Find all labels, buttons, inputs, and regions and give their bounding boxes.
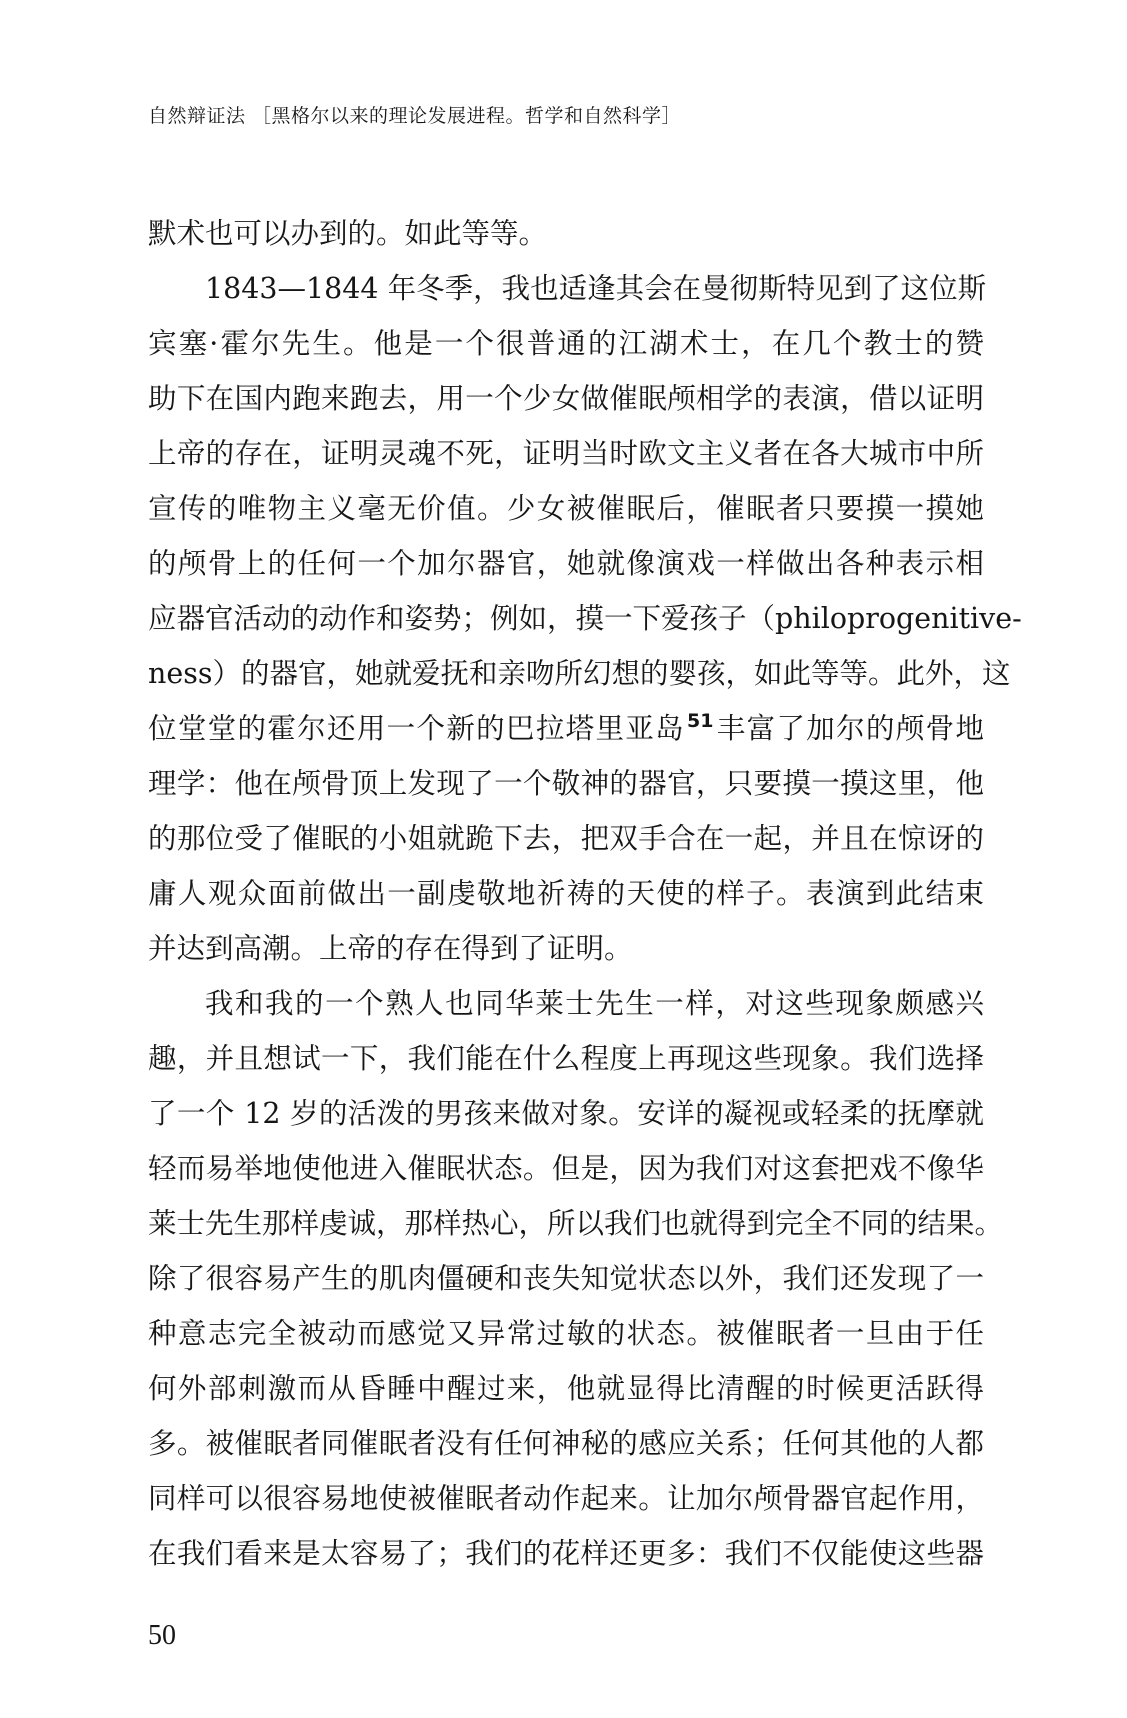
- text-line-with-footnote: [148, 701, 984, 756]
- footnote-marker: 51: [687, 710, 714, 732]
- text-segment: 位堂堂的霍尔还用一个新的巴拉塔里亚岛: [148, 712, 686, 745]
- text-line: 默术也可以办到的。如此等等。: [148, 217, 548, 250]
- text-line: 种意志完全被动而感觉又异常过敏的状态。被催眠者一旦由于任: [148, 1317, 984, 1350]
- text-line: 的那位受了催眠的小姐就跪下去，把双手合在一起，并且在惊讶的: [148, 822, 984, 855]
- text-line: 趣，并且想试一下，我们能在什么程度上再现这些现象。我们选择: [148, 1042, 984, 1075]
- text-line: 庸人观众面前做出一副虔敬地祈祷的天使的样子。表演到此结束: [148, 877, 984, 910]
- page-number: 50: [148, 1620, 176, 1651]
- text-line: 1843—1844 年冬季，我也适逢其会在曼彻斯特见到了这位斯: [205, 272, 987, 305]
- text-line: 应器官活动的动作和姿势；例如，摸一下爱孩子（philoprogenitive-: [148, 602, 1022, 635]
- text-line: 的颅骨上的任何一个加尔器官，她就像演戏一样做出各种表示相: [148, 547, 984, 580]
- paragraph: [148, 206, 984, 261]
- text-line: 上帝的存在，证明灵魂不死，证明当时欧文主义者在各大城市中所: [148, 437, 984, 470]
- paragraph: [148, 261, 1022, 976]
- text-line: 宾塞·霍尔先生。他是一个很普通的江湖术士，在几个教士的赞: [148, 327, 984, 360]
- text-line: 轻而易举地使他进入催眠状态。但是，因为我们对这套把戏不像华: [148, 1152, 984, 1185]
- text-line: 我和我的一个熟人也同华莱士先生一样，对这些现象颇感兴: [205, 987, 984, 1020]
- text-line: 助下在国内跑来跑去，用一个少女做催眠颅相学的表演，借以证明: [148, 382, 984, 415]
- text-line: 了一个 12 岁的活泼的男孩来做对象。安详的凝视或轻柔的抚摩就: [148, 1097, 984, 1130]
- text-line: ness）的器官，她就爱抚和亲吻所幻想的婴孩，如此等等。此外，这: [148, 657, 1011, 690]
- text-line: 在我们看来是太容易了；我们的花样还更多：我们不仅能使这些器: [148, 1537, 984, 1570]
- running-head: 自然辩证法 ［黑格尔以来的理论发展进程。哲学和自然科学］: [148, 105, 682, 127]
- text-line: 同样可以很容易地使被催眠者动作起来。让加尔颅骨器官起作用，: [148, 1482, 984, 1515]
- text-line: 何外部刺激而从昏睡中醒过来，他就显得比清醒的时候更活跃得: [148, 1372, 984, 1405]
- text-line: 莱士先生那样虔诚，那样热心，所以我们也就得到完全不同的结果。: [148, 1207, 1004, 1240]
- text-line: 并达到高潮。上帝的存在得到了证明。: [148, 932, 633, 965]
- text-line: 多。被催眠者同催眠者没有任何神秘的感应关系；任何其他的人都: [148, 1427, 984, 1460]
- text-segment: 丰富了加尔的颅骨地: [715, 712, 984, 745]
- body-text: [148, 206, 1022, 1581]
- text-line: 除了很容易产生的肌肉僵硬和丧失知觉状态以外，我们还发现了一: [148, 1262, 984, 1295]
- text-line: 宣传的唯物主义毫无价值。少女被催眠后，催眠者只要摸一摸她: [148, 492, 984, 525]
- text-line: 理学：他在颅骨顶上发现了一个敬神的器官，只要摸一摸这里，他: [148, 767, 984, 800]
- paragraph: [148, 976, 1004, 1581]
